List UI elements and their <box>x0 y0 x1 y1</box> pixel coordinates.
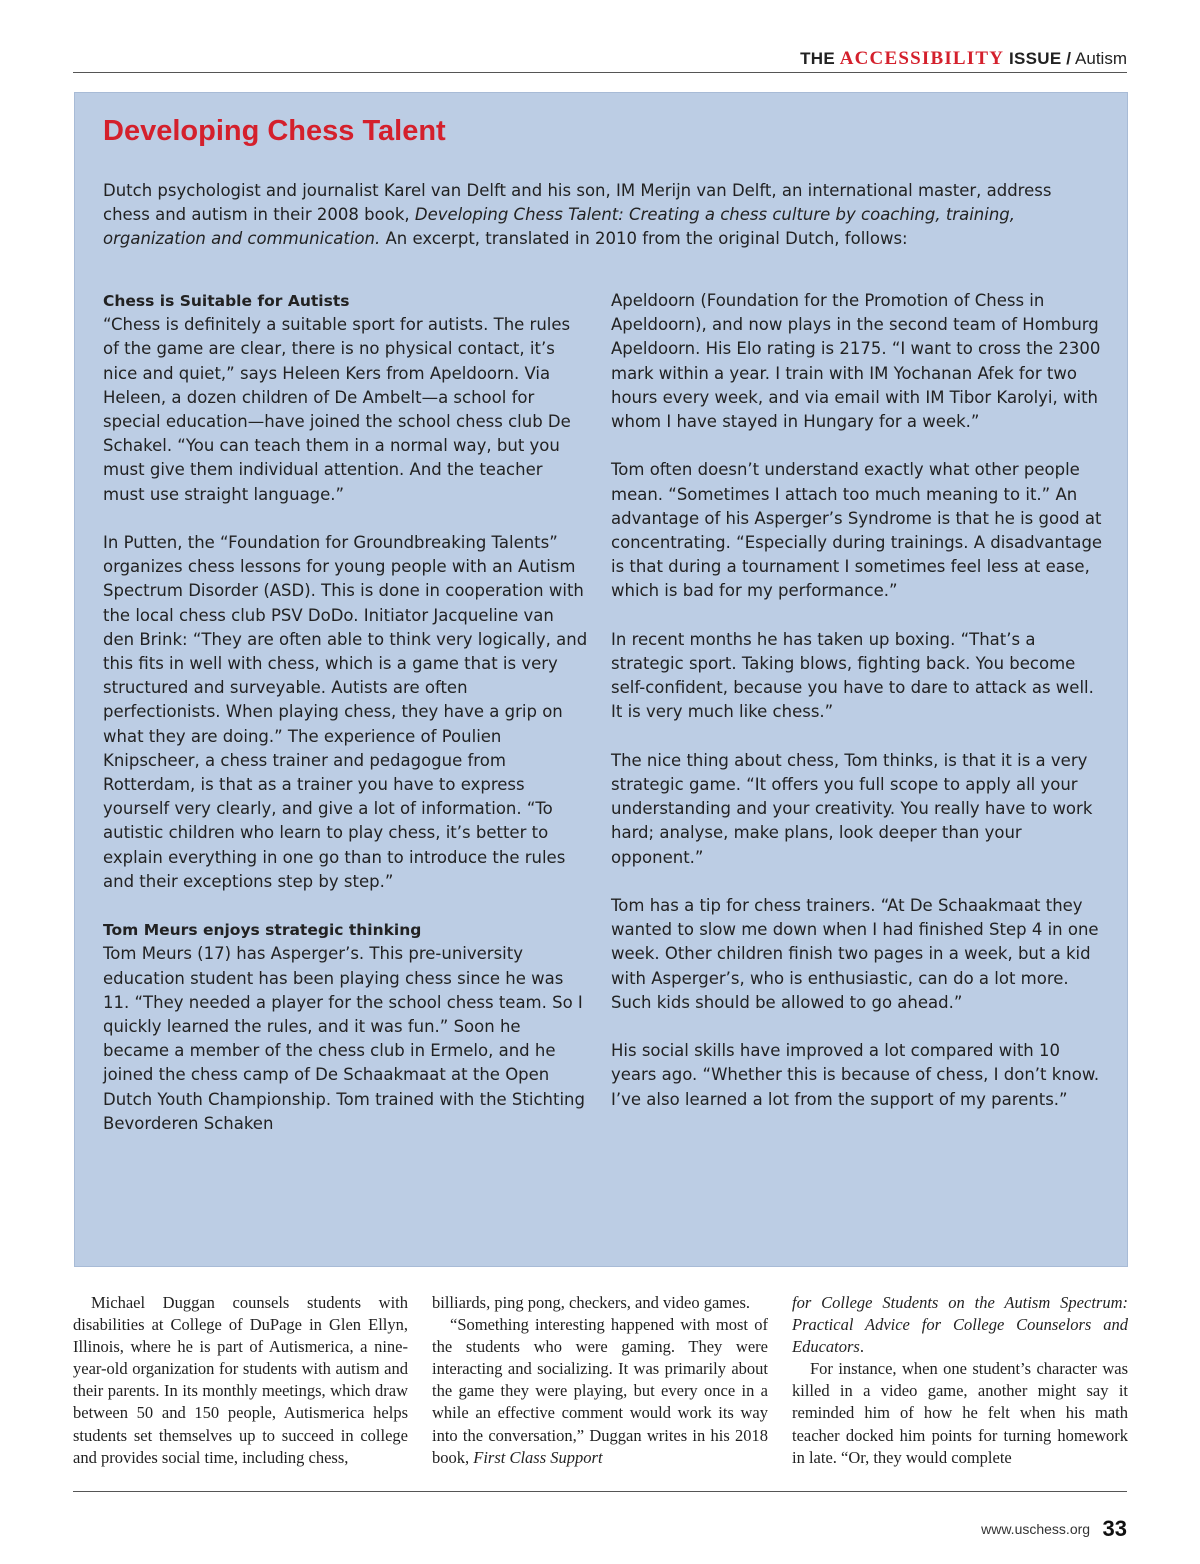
sidebar-paragraph: Tom often doesn’t understand exactly what other people mean. “Sometimes I attach too much meaning to it.” An advantage of his Asperger’s Syndrome is that he is good at concentrating. “Especially during trainings. A disadvantage is that during a tournament I sometimes feel less at ease, which is bad for my performance.” <box>611 460 1103 601</box>
body-paragraph <box>792 1292 1128 1358</box>
paragraph-text: Tom Meurs (17) has Asperger’s. This pre-university education student has been playing chess since he was 11. “They needed a player for the school chess team. So I quickly learned the rules, and it was fun.” Soon he became a member of the chess club in Ermelo, and he joined the chess camp of De Schaakmaat at the Open Dutch Youth Championship. Tom trained with the Stichting Bevorderen Schaken <box>103 944 585 1133</box>
page-footer <box>981 1516 1127 1542</box>
sidebar-paragraph: In recent months he has taken up boxing. “That’s a strategic sport. Taking blows, fighting back. You become self-confident, because you have to dare to attack as well. It is very much like chess.” <box>611 629 1094 722</box>
subhead-suitable: Chess is Suitable for Autists <box>103 292 350 310</box>
page-number: 33 <box>1102 1516 1127 1541</box>
body-column-3 <box>792 1292 1128 1469</box>
sidebar-paragraph: Tom has a tip for chess trainers. “At De Schaakmaat they wanted to slow me down when I had finished Step 4 in one week. Other children finish two pages in a week, but a kid with Asperger’s, who is enthusiastic, can do a lot more. Such kids should be allowed to go ahead.” <box>611 896 1099 1012</box>
sidebar-paragraph: In Putten, the “Foundation for Groundbreaking Talents” organizes chess lessons for young people with an Autism Spectrum Disorder (ASD). This is done in cooperation with the local chess club PSV DoDo. Initiator Jacqueline van den Brink: “They are often able to think very logically, and this fits in well with chess, which is a game that is very structured and surveyable. Autists are often perfectionists. When playing chess, they have a grip on what they are doing.” The experience of Poulien Knipscheer, a chess trainer and pedagogue from Rotterdam, is that as a trainer you have to express yourself very clearly, and give a lot of information. “To autistic children who learn to play chess, it’s better to explain everything in one go than to introduce the rules and their exceptions step by step.” <box>103 533 588 891</box>
header-the: THE <box>800 49 835 68</box>
intro-text-b: An excerpt, translated in 2010 from the original Dutch, follows: <box>380 229 908 249</box>
book-title-continued: for College Students on the Autism Spectrum: Practical Advice for College Counselors and Educators <box>792 1293 1128 1357</box>
header-rule <box>73 72 1127 73</box>
body-paragraph: Michael Duggan counsels students with disabilities at College of DuPage in Glen Ellyn, Illinois, where he is part of Autismerica, a nine-year-old organization for students with autism and their parents. In its monthly meetings, which draw between 50 and 150 people, Autismerica helps students set themselves up to succeed in college and provides social time, including chess, <box>73 1293 408 1467</box>
sidebar-intro <box>103 179 1103 252</box>
sidebar-paragraph: His social skills have improved a lot compared with 10 years ago. “Whether this is because of chess, I don’t know. I’ve also learned a lot from the support of my parents.” <box>611 1041 1100 1109</box>
sidebar-box <box>74 92 1128 1267</box>
paragraph-text: “Chess is definitely a suitable sport for autists. The rules of the game are clear, there is no physical contact, it’s nice and quiet,” says Heleen Kers from Apeldoorn. Via Heleen, a dozen children of De Ambelt—a school for special education—have joined the school chess club De Schakel. “You can teach them in a normal way, but you must give them individual attention. And the teacher must use straight language.” <box>103 315 571 504</box>
intro-text-a: Dutch psychologist and journalist Karel van Delft and his son, IM Merijn van Delft, an international master, address chess and autism in their 2008 book, <box>103 181 1052 225</box>
body-column-1 <box>73 1292 408 1469</box>
intro-book-title: Developing Chess Talent: Creating a chess culture by coaching, training, organization and communication. <box>103 205 1016 249</box>
running-header <box>800 48 1127 70</box>
footer-url[interactable]: www.uschess.org <box>981 1521 1091 1537</box>
body-paragraph <box>432 1314 768 1469</box>
sidebar-paragraph: The nice thing about chess, Tom thinks, is that it is a very strategic game. “It offers you full scope to apply all your understanding and your creativity. You really have to work hard; analyse, make plans, look deeper than your opponent.” <box>611 750 1093 867</box>
sidebar-paragraph <box>103 289 589 507</box>
body-paragraph: billiards, ping pong, checkers, and video games. <box>432 1293 751 1312</box>
sidebar-left-column <box>103 289 589 1160</box>
header-issue: ISSUE <box>1008 49 1062 68</box>
sidebar-right-column <box>611 289 1103 1136</box>
body-text: “Something interesting happened with most of the students who were gaming. They were interacting and socializing. It was primarily about the game they were playing, but every once in a while an effective comment would work its way into the conversation,” Duggan writes in his 2018 book, <box>432 1315 768 1467</box>
body-paragraph: For instance, when one student’s character was killed in a video game, another might say it reminded him of how he felt when his math teacher docked him points for turning homework in late. “Or, they would complete <box>792 1359 1128 1467</box>
sidebar-paragraph <box>103 918 589 1136</box>
body-text: . <box>859 1337 864 1357</box>
book-title: First Class Support <box>473 1447 603 1467</box>
header-section: Autism <box>1075 49 1127 68</box>
sidebar-title: Developing Chess Talent <box>103 115 446 147</box>
header-slash: / <box>1066 49 1072 68</box>
footer-rule <box>73 1491 1127 1492</box>
sidebar-paragraph: Apeldoorn (Foundation for the Promotion of Chess in Apeldoorn), and now plays in the second team of Homburg Apeldoorn. His Elo rating is 2175. “I want to cross the 2300 mark within a year. I train with IM Yochanan Afek for two hours every week, and via email with IM Tibor Karolyi, with whom I have stayed in Hungary for a week.” <box>611 291 1101 432</box>
subhead-tom-meurs: Tom Meurs enjoys strategic thinking <box>103 921 422 940</box>
body-column-2 <box>432 1292 768 1469</box>
header-accessibility: ACCESSIBILITY <box>839 48 1005 69</box>
